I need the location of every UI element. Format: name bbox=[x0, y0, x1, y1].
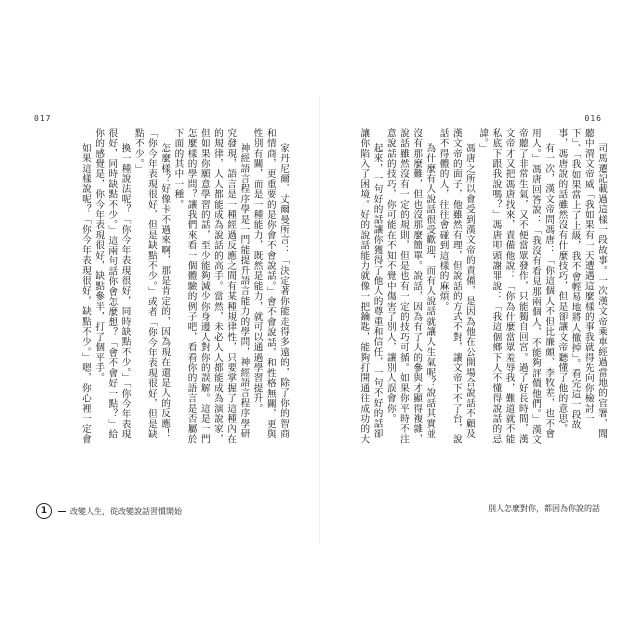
paragraph: 神經語言程序學是一門能提升語言能力的學問，神經語言程序學研究發現，語言是一種經過反應之間有某種規律性，只要掌握了這種內在的規律，人人都能成為說話的高手。當然，未必人人都能成為演說家，但如果你願意學習的話，至少能夠減少你身邊人對你的誤解。這是一門怎麼樣的學問？讓我們來看一個體驗的例子吧，看看你的語言是否屬於下面的其中一種。 bbox=[172, 128, 250, 445]
text-column bbox=[80, 128, 290, 446]
running-footer bbox=[36, 503, 182, 519]
paragraph: 如果這樣說呢？「你今年表現很好，缺點不少。」嗯，你心裡一定會 bbox=[80, 143, 91, 445]
footer-divider bbox=[58, 511, 66, 512]
paragraph: 司馬遷記載過這樣一段故事。一次漢文帝乘車經過當地的官署，聞聽中渭文帝威「我如果有一天遭遇這麼樣的事我就得先向你檢討一下」、「我如果當上了上級，我不會輕易地將人撤掉」。看完這一段故事，馮唐說的話雖然沒有什麼技巧，但是卻讓文帝聽懂了他的意思。 bbox=[556, 128, 607, 440]
right-page bbox=[320, 0, 640, 640]
page-number: 016 bbox=[584, 114, 602, 123]
paragraph: 怎麼樣？好像卡不過來啊，那是肯定的，因為現在還是人的反應！「你今年表現很好，但是缺點不少。」或者「你今年表現很好，但是缺點不少。」 bbox=[132, 128, 171, 440]
running-footer bbox=[488, 503, 600, 514]
paragraph: 為什麼有人說話很受歡迎，而有人說話就讓人生氣呢？說話其實並沒有那麼難，但也沒那麼簡單。說話，因為有了人的參與才顯得複雜，說話雖然沒有一定的規則，但是也有一定的技巧可循。如果你平時不注意說話的技巧，你可能在不知不覺中傷害了別人，讓別人誤會你。 bbox=[384, 128, 436, 445]
footer-title: 改變人生，從改變說話習慣開始 bbox=[70, 506, 182, 516]
text-column bbox=[358, 128, 608, 446]
chapter-number-badge: 1 bbox=[36, 503, 52, 519]
footer-title: 別人怎麼對你，都因為你說的話 bbox=[488, 504, 600, 513]
body-text bbox=[358, 128, 608, 448]
paragraph: 家丹尼爾．丈爾曼所言：「決定著你能走得多遠的，除了你的智商和情商，更重要的是你會不會說話。」會不會說話，和性格無關，更與性別有關，而是一種能力，既然是能力，就可以通過學習提升。 bbox=[251, 128, 289, 440]
page-number: 017 bbox=[34, 114, 52, 123]
paragraph: 換一種說法呢？「你今年表現很好，同時缺點不少。」「你今年表現很好，同時缺點不少。」這兩句話你會怎麼想？「會不會好一點？」給你的感覺是，你今年表現很好，缺點參半，打了個平手。 bbox=[93, 128, 131, 440]
body-text bbox=[80, 128, 290, 448]
paragraph: 馮唐之所以會受到漢文帝的責備，是因為他在公開場合說話不顧及漢文帝的面子，他雖然有理，但說話的方式不對，讓文帝下不了台，說話不得體的人，往往會碰到這樣的麻煩。 bbox=[437, 128, 475, 445]
paragraph: 起來，一句好的話讓你獲得了他人的尊重和信任，一句不好的話卻讓你陷入了困境。好的說話能力就像一把鑰匙，能夠打開通往成功的大 bbox=[358, 128, 383, 445]
paragraph: 有一次，漢文帝問馮唐：「你這個人不但比廉頗、李牧差，也不會用人。」馮唐回答說：「我沒有看見那兩個人，不能夠評價他們。」漢文帝聽了非常生氣，又不便當眾發作，只能獨自回宮。過了好長時間，漢文帝才又把馮唐找來，責備他說：「你為什麼當眾羞辱我，難道就不能私底下跟我說嗎？」馮唐叩頭謝罪說：「我這個鄉下人不懂得說話的忌諱。」 bbox=[477, 128, 555, 445]
